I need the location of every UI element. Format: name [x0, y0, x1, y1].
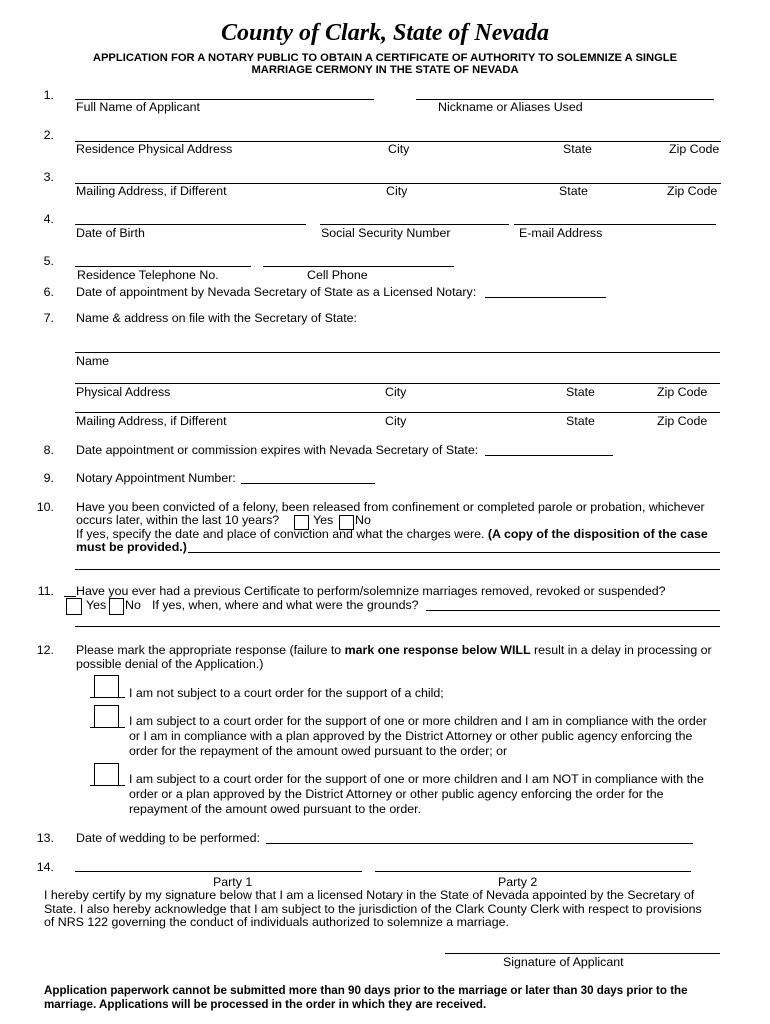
residence-state-label: State: [563, 142, 592, 156]
email-label: E-mail Address: [519, 226, 603, 240]
revoked-no-checkbox[interactable]: [109, 598, 124, 615]
child-support-option2-line3: order for the repayment of the amount owed pursuant to the order; or: [129, 744, 508, 758]
sos-physical-address-field[interactable]: [75, 383, 720, 384]
felony-details-text: If yes, specify the date and place of conviction and what the charges were.: [76, 527, 485, 541]
sos-mailing-zip-label: Zip Code: [657, 414, 708, 428]
child-support-option2-checkbox[interactable]: [94, 705, 119, 728]
residence-city-label: City: [388, 142, 410, 156]
sos-mailing-state-label: State: [566, 414, 595, 428]
mailing-city-label: City: [386, 184, 408, 198]
signature-field[interactable]: [445, 953, 720, 954]
child-support-pre: Please mark the appropriate response (failure to: [76, 643, 342, 657]
item-number: 6.: [43, 285, 54, 299]
revoked-yes-label: Yes: [86, 598, 107, 612]
certification-line1: I hereby certify by my signature below that I am a licensed Notary in the State of Nevada appointed by the Secretary of: [44, 888, 695, 902]
child-support-option3-checkbox[interactable]: [94, 763, 119, 786]
revoked-details-field-2[interactable]: [75, 626, 720, 627]
item-number: 2.: [43, 128, 54, 142]
child-support-option3-line3: repayment of the amount owed pursuant to the order.: [129, 802, 422, 816]
party2-field[interactable]: [375, 871, 691, 872]
cell-phone-field[interactable]: [263, 266, 454, 267]
felony-yes-label: Yes: [313, 513, 334, 527]
footer-note-line1: Application paperwork cannot be submitted more than 90 days prior to the marriage or later than 30 days prior to the: [44, 984, 688, 997]
child-support-option1: I am not subject to a court order for the support of a child;: [129, 686, 444, 700]
nickname-label: Nickname or Aliases Used: [438, 100, 583, 114]
party2-label: Party 2: [498, 875, 538, 889]
item-number: 3.: [43, 170, 54, 184]
sos-physical-label: Physical Address: [76, 385, 171, 399]
item-number: 4.: [43, 212, 54, 226]
dob-field[interactable]: [75, 224, 306, 225]
sos-record-label: Name & address on file with the Secretary of State:: [76, 311, 357, 325]
revoked-yes-checkbox[interactable]: [66, 598, 82, 615]
felony-question-line2: occurs later, within the last 10 years?: [76, 513, 280, 527]
item-number: 12.: [36, 643, 54, 657]
certification-line3: of NRS 122 governing the conduct of individuals authorized to solemnize a marriage.: [44, 915, 509, 929]
revoked-details-field[interactable]: [426, 610, 720, 611]
felony-details-field-2[interactable]: [75, 569, 720, 570]
mailing-address-label: Mailing Address, if Different: [76, 184, 227, 198]
sos-mailing-address-field[interactable]: [75, 412, 720, 413]
form-title: County of Clark, State of Nevada: [221, 20, 549, 46]
item-number: 14.: [36, 860, 54, 874]
sos-name-label: Name: [76, 354, 110, 368]
residence-zip-label: Zip Code: [669, 142, 720, 156]
child-support-option2-line1: I am subject to a court order for the support of one or more children and I am in compliance with the order: [129, 714, 707, 728]
item-number: 10.: [36, 500, 54, 514]
felony-details-field[interactable]: [188, 552, 720, 553]
felony-disposition-note: (A copy of the disposition of the case: [487, 527, 708, 541]
wedding-date-field[interactable]: [266, 843, 693, 844]
item-number: 5.: [43, 254, 54, 268]
option3-underline: [90, 785, 125, 786]
commission-expires-label: Date appointment or commission expires with Nevada Secretary of State:: [76, 443, 479, 457]
email-field[interactable]: [514, 224, 716, 225]
revoked-no-label: No: [125, 598, 141, 612]
dob-label: Date of Birth: [76, 226, 145, 240]
ssn-label: Social Security Number: [321, 226, 451, 240]
child-support-instructions-line2: possible denial of the Application.): [76, 657, 264, 671]
child-support-post: result in a delay in processing or: [533, 643, 712, 657]
certification-line2: State. I also hereby acknowledge that I am subject to the jurisdiction of the Clark County Clerk with respect to provisions: [44, 902, 702, 916]
child-support-option3-line2: order or a plan approved by the District Attorney or other public agency enforcing the order for the: [129, 787, 664, 801]
signature-label: Signature of Applicant: [503, 955, 624, 969]
sos-physical-city-label: City: [385, 385, 407, 399]
appointment-number-label: Notary Appointment Number:: [76, 471, 236, 485]
full-name-label: Full Name of Applicant: [76, 100, 200, 114]
footer-note-line2: marriage. Applications will be processed in the order in which they are received.: [44, 998, 487, 1011]
child-support-option1-checkbox[interactable]: [94, 675, 119, 698]
appointment-date-label: Date of appointment by Nevada Secretary of State as a Licensed Notary:: [76, 285, 477, 299]
sos-name-field[interactable]: [75, 352, 720, 353]
sos-mailing-city-label: City: [385, 414, 407, 428]
child-support-bold: mark one response below WILL: [344, 643, 531, 657]
sos-mailing-label: Mailing Address, if Different: [76, 414, 227, 428]
wedding-date-label: Date of wedding to be performed:: [76, 831, 260, 845]
item-number: 9.: [43, 471, 54, 485]
revoked-underline: [64, 596, 76, 597]
cell-phone-label: Cell Phone: [307, 268, 368, 282]
party1-field[interactable]: [75, 871, 362, 872]
sos-physical-state-label: State: [566, 385, 595, 399]
form-subtitle-line1: APPLICATION FOR A NOTARY PUBLIC TO OBTAIN A CERTIFICATE OF AUTHORITY TO SOLEMNIZE A SINGLE: [92, 52, 678, 64]
child-support-option3-line1: I am subject to a court order for the support of one or more children and I am NOT in compliance with the: [129, 772, 704, 786]
felony-no-label: No: [355, 513, 371, 527]
item-number: 13.: [36, 831, 54, 845]
child-support-option2-line2: or I am in compliance with a plan approved by the District Attorney or other public agency enforcing the: [129, 729, 693, 743]
mailing-state-label: State: [559, 184, 588, 198]
felony-disposition-note-end: must be provided.): [76, 540, 187, 554]
mailing-zip-label: Zip Code: [667, 184, 718, 198]
option2-underline: [90, 727, 125, 728]
residence-address-label: Residence Physical Address: [76, 142, 233, 156]
form-subtitle-line2: MARRIAGE CERMONY IN THE STATE OF NEVADA: [251, 64, 519, 76]
residence-phone-label: Residence Telephone No.: [77, 268, 219, 282]
sos-physical-zip-label: Zip Code: [657, 385, 708, 399]
ssn-field[interactable]: [320, 224, 509, 225]
option1-underline: [90, 697, 125, 698]
residence-phone-field[interactable]: [75, 266, 251, 267]
item-number: 7.: [43, 311, 54, 325]
revoked-question-line1: Have you ever had a previous Certificate to perform/solemnize marriages removed, revoked or suspended?: [76, 584, 666, 598]
party1-label: Party 1: [213, 875, 253, 889]
revoked-details-label: If yes, when, where and what were the grounds?: [152, 598, 419, 612]
item-number: 8.: [43, 443, 54, 457]
appointment-date-field[interactable]: [485, 297, 606, 298]
child-support-instructions: [76, 643, 712, 658]
item-number: 1.: [43, 88, 54, 102]
appointment-number-field[interactable]: [241, 483, 375, 484]
item-number: 11.: [37, 584, 54, 598]
commission-expires-field[interactable]: [485, 455, 613, 456]
felony-question-line1: Have you been convicted of a felony, been released from confinement or completed parole or probation, whichever: [76, 500, 705, 514]
